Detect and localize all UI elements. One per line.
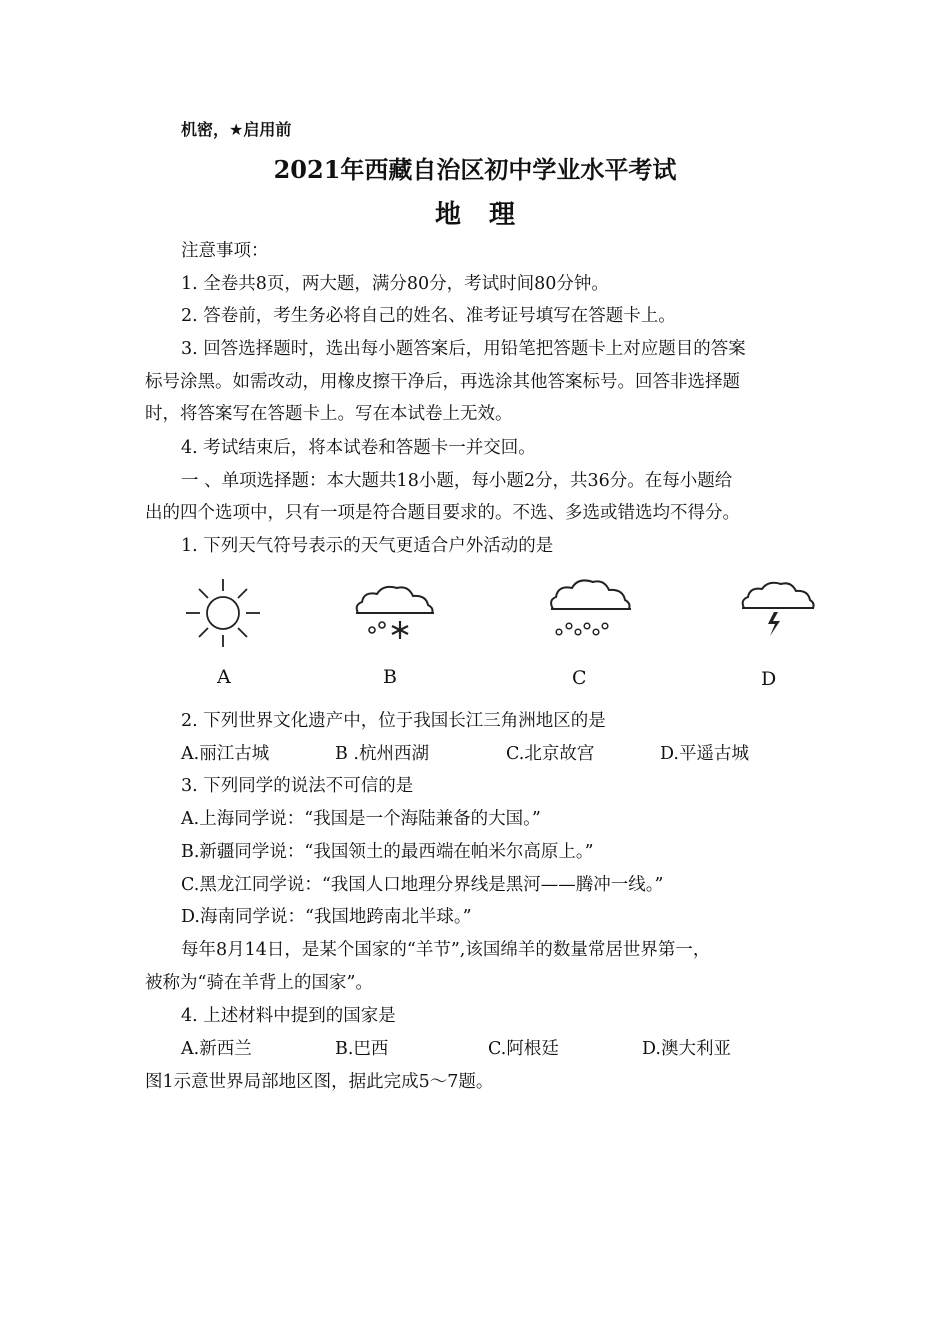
confidential-label: 机密，★启用前 bbox=[181, 120, 292, 139]
answer-option: D.平遥古城 bbox=[660, 744, 749, 764]
answer-option: C.北京故宫 bbox=[506, 744, 595, 764]
note-item: 时，将答案写在答题卡上。写在本试卷上无效。 bbox=[145, 404, 513, 424]
question-4-stem: 4. 上述材料中提到的国家是 bbox=[181, 1006, 396, 1026]
notes-heading: 注意事项： bbox=[181, 241, 269, 261]
answer-option: C.阿根廷 bbox=[488, 1039, 559, 1059]
note-item: 1. 全卷共8页，两大题，满分80分，考试时间80分钟。 bbox=[181, 274, 609, 294]
material-text: 被称为“骑在羊背上的国家”。 bbox=[145, 973, 373, 993]
answer-option: C.黑龙江同学说：“我国人口地理分界线是黑河——腾冲一线。” bbox=[181, 875, 664, 895]
subject-char-1: 地 bbox=[434, 200, 461, 230]
answer-option: D.海南同学说：“我国地跨南北半球。” bbox=[181, 907, 472, 927]
answer-option: B.巴西 bbox=[335, 1039, 389, 1059]
question-1-stem: 1. 下列天气符号表示的天气更适合户外活动的是 bbox=[181, 536, 554, 556]
answer-option: A.新西兰 bbox=[181, 1039, 252, 1059]
exam-title: 2021年西藏自治区初中学业水平考试 bbox=[273, 155, 677, 184]
option-label: B bbox=[383, 666, 397, 688]
answer-option: B .杭州西湖 bbox=[335, 744, 429, 764]
note-item: 标号涂黑。如需改动，用橡皮擦干净后，再选涂其他答案标号。回答非选择题 bbox=[145, 372, 740, 392]
rain-icon bbox=[545, 577, 635, 642]
note-item: 3. 回答选择题时，选出每小题答案后，用铅笔把答题卡上对应题目的答案 bbox=[181, 339, 746, 359]
note-item: 2. 答卷前，考生务必将自己的姓名、准考证号填写在答题卡上。 bbox=[181, 306, 676, 326]
material-text: 每年8月14日，是某个国家的“羊节”,该国绵羊的数量常居世界第一， bbox=[181, 940, 711, 960]
question-2-stem: 2. 下列世界文化遗产中，位于我国长江三角洲地区的是 bbox=[181, 711, 606, 731]
section-instructions: 出的四个选项中，只有一项是符合题目要求的。不选、多选或错选均不得分。 bbox=[145, 503, 740, 523]
option-label: C bbox=[572, 667, 587, 689]
sleet-icon bbox=[350, 583, 440, 648]
subject-title bbox=[0, 194, 950, 231]
answer-option: D.澳大利亚 bbox=[642, 1039, 731, 1059]
question-3-stem: 3. 下列同学的说法不可信的是 bbox=[181, 776, 414, 796]
note-item: 4. 考试结束后，将本试卷和答题卡一并交回。 bbox=[181, 438, 536, 458]
option-label: D bbox=[761, 668, 777, 690]
option-label: A bbox=[217, 666, 231, 688]
answer-option: B.新疆同学说：“我国领土的最西端在帕米尔高原上。” bbox=[181, 842, 594, 862]
section-heading: 一 、单项选择题：本大题共18小题，每小题2分，共36分。在每小题给 bbox=[181, 471, 733, 491]
answer-option: A.上海同学说：“我国是一个海陆兼备的大国。” bbox=[181, 809, 541, 829]
subject-char-2: 理 bbox=[489, 200, 516, 230]
answer-option: A.丽江古城 bbox=[181, 744, 270, 764]
map-intro: 图1示意世界局部地区图，据此完成5～7题。 bbox=[145, 1072, 494, 1092]
thunderstorm-icon bbox=[738, 580, 828, 645]
sun-icon bbox=[180, 575, 270, 655]
